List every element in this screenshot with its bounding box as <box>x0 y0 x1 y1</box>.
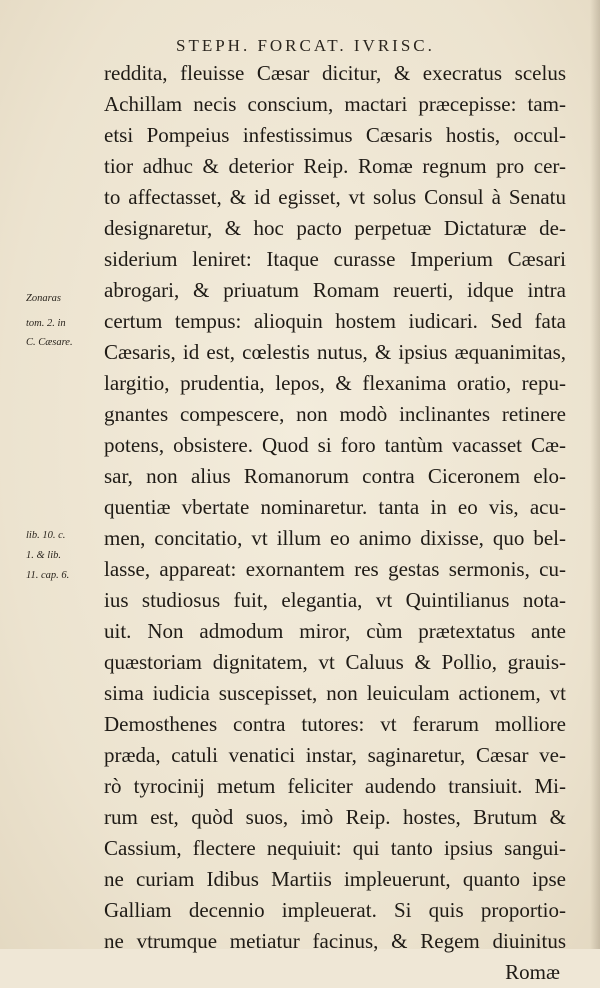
text-line: Cassium, flectere nequiuit: qui tanto ipsius sangui- <box>104 836 566 860</box>
text-line: præda, catuli venatici instar, saginaretur, Cæsar ve- <box>104 743 566 767</box>
text-line: siderium leniret: Itaque curasse Imperium Cæsari <box>104 247 566 271</box>
text-line: certum tempus: alioquin hostem iudicari. Sed fata <box>104 309 566 333</box>
text-line: quentiæ vbertate nominaretur. tanta in eo vis, acu- <box>104 495 566 519</box>
margin-note: 11. cap. 6. <box>26 570 70 581</box>
text-line: quæstoriam dignitatem, vt Caluus & Pollio, grauis- <box>104 650 566 674</box>
text-line: etsi Pompeius infestissimus Cæsaris hostis, occul- <box>104 123 566 147</box>
text-line: tior adhuc & deterior Reip. Romæ regnum pro cer- <box>104 154 566 178</box>
text-line: rum est, quòd suos, imò Reip. hostes, Brutum & <box>104 805 566 829</box>
text-line: rò tyrocinij metum feliciter audendo transiuit. Mi- <box>104 774 566 798</box>
margin-note: 1. & lib. <box>26 550 62 561</box>
margin-note: lib. 10. c. <box>26 530 66 541</box>
text-line: ne curiam Idibus Martiis impleuerunt, quanto ipse <box>104 867 566 891</box>
running-header: STEPH. FORCAT. IVRISC. <box>176 36 435 55</box>
text-line: to affectasset, & id egisset, vt solus Consul à Senatu <box>104 185 566 209</box>
text-line: reddita, fleuisse Cæsar dicitur, & execratus scelus <box>104 61 566 85</box>
text-line: sima iudicia suscepisset, non leuiculam actionem, vt <box>104 681 566 705</box>
text-line: uit. Non admodum miror, cùm prætextatus ante <box>104 619 566 643</box>
text-line: designaretur, & hoc pacto perpetuæ Dictaturæ de- <box>104 216 566 240</box>
margin-note: C. Cæsare. <box>26 337 73 348</box>
text-line: men, concitatio, vt illum eo animo dixisse, quo bel- <box>104 526 566 550</box>
margin-note: tom. 2. in <box>26 318 66 329</box>
body-text <box>104 58 566 988</box>
catchword: Romæ <box>505 960 560 984</box>
text-line: ne vtrumque metiatur facinus, & Regem diuinitus <box>104 929 566 953</box>
text-line: lasse, appareat: exornantem res gestas sermonis, cu- <box>104 557 566 581</box>
text-line: sar, non alius Romanorum contra Ciceronem elo- <box>104 464 566 488</box>
text-line: abrogari, & priuatum Romam reuerti, idque intra <box>104 278 566 302</box>
text-line: gnantes compescere, non modò inclinantes retinere <box>104 402 566 426</box>
text-line: Cæsaris, id est, cœlestis nutus, & ipsius æquanimitas, <box>104 340 566 364</box>
text-line: Galliam decennio impleuerat. Si quis proportio- <box>104 898 566 922</box>
text-line: largitio, prudentia, lepos, & flexanima oratio, repu- <box>104 371 566 395</box>
text-line: Achillam necis conscium, mactari præcepisse: tam- <box>104 92 566 116</box>
page-edge-shadow <box>590 0 600 949</box>
text-line: Demosthenes contra tutores: vt ferarum molliore <box>104 712 566 736</box>
text-line: ius studiosus fuit, elegantia, vt Quintilianus nota- <box>104 588 566 612</box>
margin-note: Zonaras <box>26 293 62 304</box>
text-line: potens, obsistere. Quod si foro tantùm vacasset Cæ- <box>104 433 566 457</box>
